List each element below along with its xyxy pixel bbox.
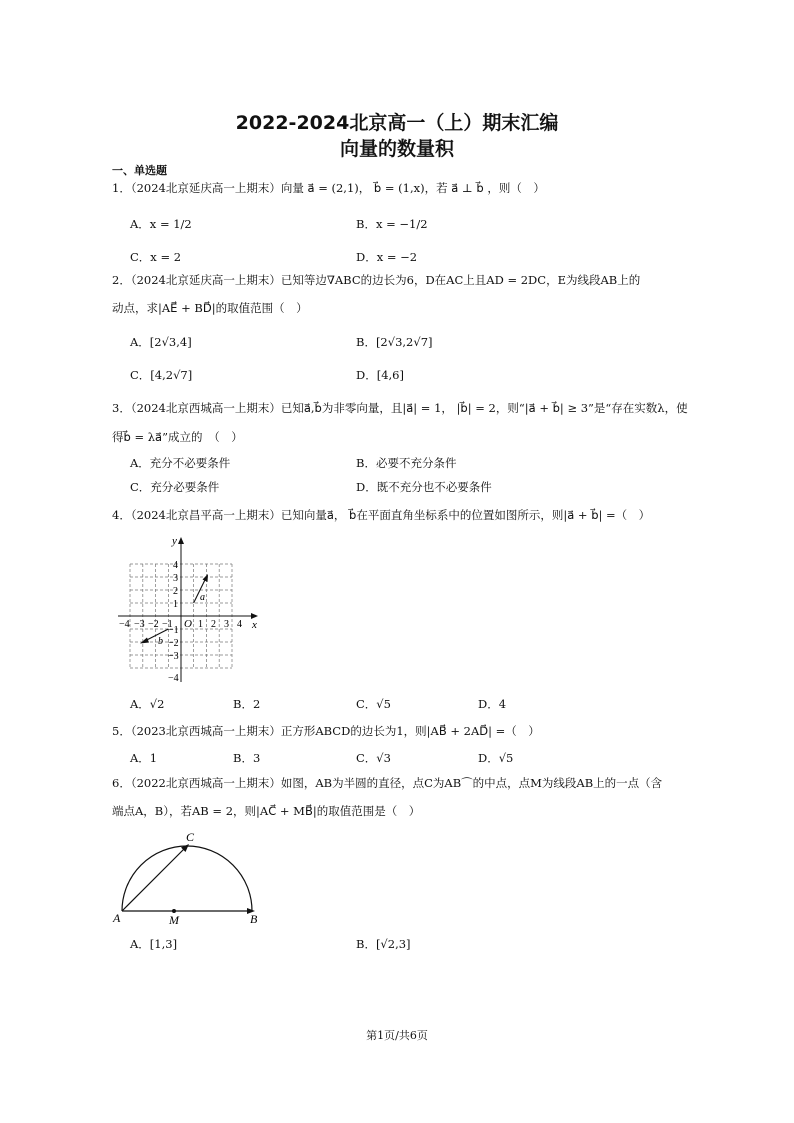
question-5-stem: 5．（2023北京西城高一上期末）正方形ABCD的边长为1，则|AB⃗ + 2AD⃗| =（ ）: [112, 724, 540, 738]
x-tick-label: −1: [162, 619, 173, 630]
x-tick-label: −4: [119, 619, 130, 630]
question-4-option-c: C．√5: [356, 697, 391, 711]
y-tick-label: −3: [168, 651, 179, 662]
y-axis-label: y: [172, 535, 177, 547]
x-tick-label: 1: [198, 619, 203, 630]
label-c: C: [186, 830, 195, 844]
question-1-stem: 1．（2024北京延庆高一上期末）向量 a⃗ = (2,1)， b⃗ = (1,x)，若 a⃗ ⊥ b⃗ ，则（ ）: [112, 181, 545, 195]
x-axis-label: x: [252, 619, 257, 631]
question-3-stem-line2: 得b⃗ = λa⃗”成立的 （ ）: [112, 430, 243, 444]
question-3-option-d: D．既不充分也不必要条件: [356, 480, 492, 494]
y-axis-arrow-icon: [178, 537, 184, 544]
question-4-stem: 4．（2024北京昌平高一上期末）已知向量a⃗， b⃗在平面直角坐标系中的位置如图所示，则|a⃗ + b⃗| =（ ）: [112, 508, 651, 522]
question-5-option-c: C．√3: [356, 751, 391, 765]
x-tick-label: 3: [224, 619, 229, 630]
question-6-stem-line2: 端点A，B），若AB = 2，则|AC⃗ + MB⃗|的取值范围是（ ）: [112, 804, 421, 818]
origin-label: O: [184, 618, 192, 630]
vector-ac: [122, 846, 187, 911]
label-m: M: [169, 913, 179, 927]
question-2-option-c: C．[4,2√7]: [130, 368, 193, 382]
page-footer: 第1页/共6页: [366, 1029, 428, 1042]
label-b: B: [250, 912, 258, 926]
question-2-option-a: A．[2√3,4]: [130, 335, 192, 349]
question-3-stem-line1: 3．（2024北京西城高一上期末）已知a⃗,b⃗为非零向量，且|a⃗| = 1， |b⃗| = 2，则“|a⃗ + b⃗| ≥ 3”是“存在实数λ，使: [112, 401, 688, 415]
question-3-option-c: C．充分必要条件: [130, 480, 220, 494]
question-6-option-a: A．[1,3]: [130, 937, 178, 951]
question-4-figure: [112, 532, 272, 688]
question-1-option-d: D．x = −2: [356, 250, 418, 264]
question-2-stem-line2: 动点，求|AE⃗ + BD⃗|的取值范围（ ）: [112, 301, 308, 315]
vector-b-arrow-icon: [140, 638, 149, 644]
question-6-stem-line1: 6．（2022北京西城高一上期末）如图，AB为半圆的直径，点C为AB⌒的中点，点M为线段AB上的一点（含: [112, 776, 663, 790]
question-2-stem-line1: 2．（2024北京延庆高一上期末）已知等边∇ABC的边长为6，D在AC上且AD = 2DC，E为线段AB上的: [112, 273, 641, 287]
vector-b-label: b⃗: [158, 636, 171, 647]
question-4-option-b: B．2: [233, 697, 261, 711]
y-tick-label: 1: [173, 599, 178, 610]
question-3-option-a: A．充分不必要条件: [130, 456, 231, 470]
x-tick-label: −3: [134, 619, 145, 630]
question-6-option-b: B．[√2,3]: [356, 937, 411, 951]
document-title: 2022-2024北京高一（上）期末汇编: [235, 112, 559, 134]
question-5-option-d: D．√5: [478, 751, 514, 765]
question-2-option-b: B．[2√3,2√7]: [356, 335, 433, 349]
document-subtitle: 向量的数量积: [339, 138, 454, 160]
x-tick-label: 2: [211, 619, 216, 630]
vector-a-arrow-icon: [203, 574, 209, 582]
question-5-option-b: B．3: [233, 751, 261, 765]
question-1-option-a: A．x = 1/2: [130, 217, 192, 231]
question-4-option-d: D．4: [478, 697, 507, 711]
question-3-option-b: B．必要不充分条件: [356, 456, 457, 470]
question-1-option-c: C．x = 2: [130, 250, 182, 264]
question-6-figure: [110, 828, 270, 928]
x-tick-label: 4: [237, 619, 242, 630]
vector-a-label: a⃗: [200, 592, 213, 603]
y-tick-label: 3: [173, 573, 178, 584]
y-tick-label: −4: [168, 673, 179, 684]
section-heading: 一、单选题: [112, 164, 167, 177]
question-1-option-b: B．x = −1/2: [356, 217, 428, 231]
x-tick-label: −2: [148, 619, 159, 630]
question-4-option-a: A．√2: [130, 697, 165, 711]
y-tick-label: 4: [173, 560, 178, 571]
question-2-option-d: D．[4,6]: [356, 368, 404, 382]
question-5-option-a: A．1: [130, 751, 158, 765]
semicircle-arc: [122, 846, 252, 911]
y-tick-label: 2: [173, 586, 178, 597]
y-tick-label: −2: [168, 638, 179, 649]
y-tick-label: −1: [168, 625, 179, 636]
label-a: A: [113, 911, 121, 925]
